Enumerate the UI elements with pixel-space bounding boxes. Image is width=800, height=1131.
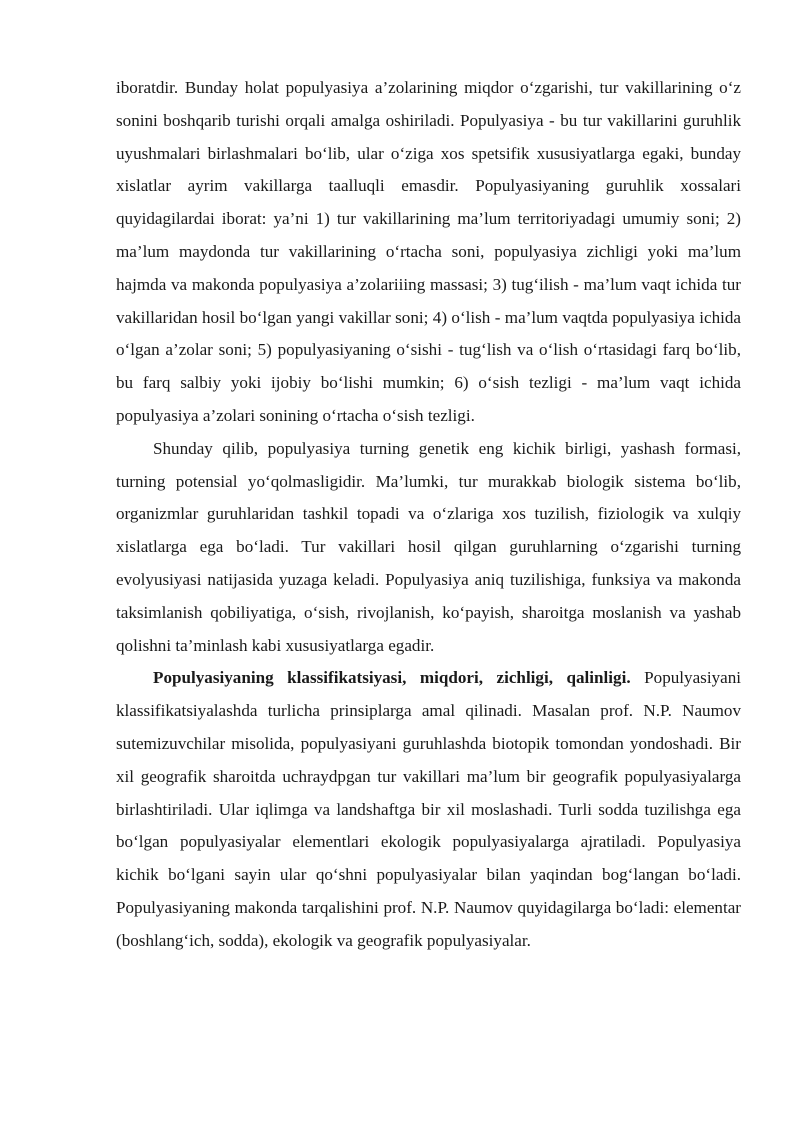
paragraph-3 (116, 662, 741, 957)
paragraph-2: Shunday qilib, populyasiya turning genetik eng kichik birligi, yashash formasi, turning potensial yo‘qolmasligidir. Ma’lumki, tur murakkab biologik sistema bo‘lib, organizmlar guruhlaridan tashkil topadi va o‘zlariga xos tuzilish, fiziologik va xulqiy xislatlarga ega bo‘ladi. Tur vakillari hosil qilgan guruhlarning o‘zgarishi turning evolyusiyasi natijasida yuzaga keladi. Populyasiya aniq tuzilishiga, funksiya va makonda taksimlanish qobiliyatiga, o‘sish, rivojlanish, ko‘payish, sharoitga moslanish va yashab qolishni ta’minlash kabi xususiyatlarga egadir. (116, 438, 741, 655)
paragraph-3-body: Populyasiyani klassifikatsiyalashda turlicha prinsiplarga amal qilinadi. Masalan prof. N.P. Naumov sutemizuvchilar misolida, populyasiyani guruhlashda biotopik tomondan yondoshadi. Bir xil geografik sharoitda uchraydpgan tur vakillari ma’lum bir geografik populyasiyalarga birlashtiriladi. Ular iqlimga va landshaftga bir xil moslashadi. Turli sodda tuzilishga ega bo‘lgan populyasiyalar elementlari ekologik populyasiyalarga ajratiladi. Populyasiya kichik bo‘lgani sayin ular qo‘shni populyasiyalar bilan yaqindan bog‘langan bo‘ladi. Populyasiyaning makonda tarqalishini prof. N.P. Naumov quyidagilarga bo‘ladi: elementar (boshlang‘ich, sodda), ekologik va geografik populyasiyalar. (116, 668, 741, 950)
document-page (116, 72, 741, 958)
paragraph-1: iboratdir. Bunday holat populyasiya a’zolarining miqdor o‘zgarishi, tur vakillarining o‘z sonini boshqarib turishi orqali amalga oshiriladi. Populyasiya - bu tur vakillarini guruhlik uyushmalari birlashmalari bo‘lib, ular o‘ziga xos spetsifik xususiyatlarga egaki, bunday xislatlar ayrim vakillarga taalluqli emasdir. Populyasiyaning guruhlik xossalari quyidagilardai iborat: ya’ni 1) tur vakillarining ma’lum territoriyadagi umumiy soni; 2) ma’lum maydonda tur vakillarining o‘rtacha soni, populyasiya zichligi yoki ma’lum hajmda va makonda populyasiya a’zolariiing massasi; 3) tug‘ilish - ma’lum vaqt ichida tur vakillaridan hosil bo‘lgan yangi vakillar soni; 4) o‘lish - ma’lum vaqtda populyasiya ichida o‘lgan a’zolar soni; 5) populyasiyaning o‘sishi - tug‘lish va o‘lish o‘rtasidagi farq bo‘lib, bu farq salbiy yoki ijobiy bo‘lishi mumkin; 6) o‘sish tezligi - ma’lum vaqt ichida populyasiya a’zolari sonining o‘rtacha o‘sish tezligi. (116, 78, 741, 425)
section-heading: Populyasiyaning klassifikatsiyasi, miqdori, zichligi, qalinligi. (153, 668, 631, 688)
